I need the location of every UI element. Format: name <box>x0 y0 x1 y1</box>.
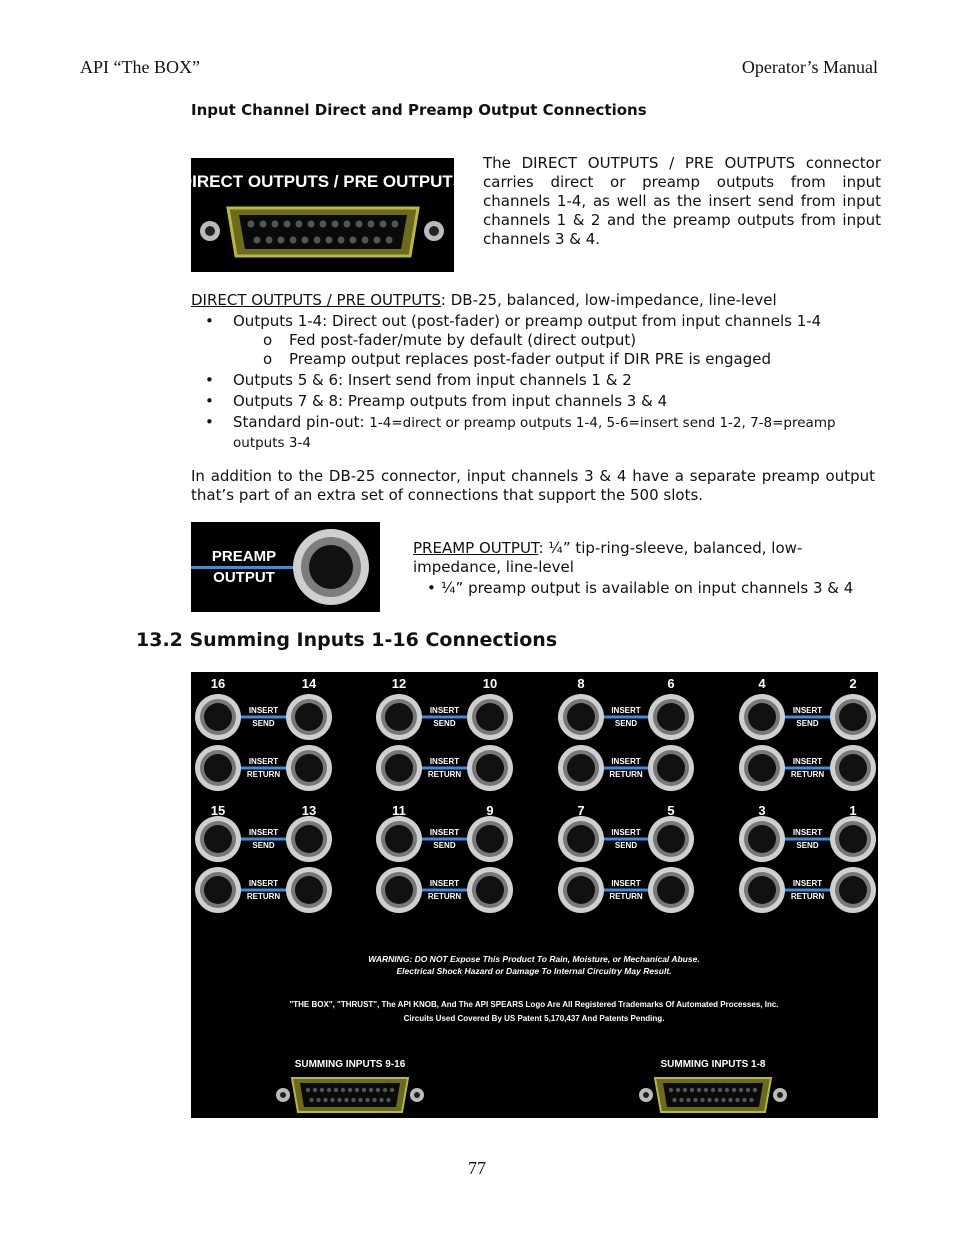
sub-list-item: o Preamp output replaces post-fader output if DIR PRE is engaged <box>191 350 891 369</box>
jack-socket <box>648 745 694 791</box>
channel-number: 9 <box>486 803 494 818</box>
jack-socket <box>376 816 422 862</box>
jack-socket <box>467 694 513 740</box>
jack-socket <box>558 867 604 913</box>
insert-label: SEND <box>796 719 819 728</box>
intro-paragraph: The DIRECT OUTPUTS / PRE OUTPUTS connector carries direct or preamp outputs from input channels 1-4, as well as the insert send from input channels 1 & 2 and the preamp outputs from input channels 3 & 4. <box>483 154 881 248</box>
insert-label: INSERT <box>429 828 460 837</box>
insert-label: RETURN <box>609 770 643 779</box>
insert-label: RETURN <box>427 892 462 901</box>
insert-label: SEND <box>614 719 638 728</box>
insert-label: INSERT <box>611 757 641 766</box>
db25-left-label: SUMMING INPUTS 9-16 <box>294 1059 406 1070</box>
channel-number: 5 <box>667 803 675 818</box>
preamp-panel-line2: OUTPUT <box>213 569 275 586</box>
sub-list-item: o Fed post-fader/mute by default (direct output) <box>191 331 891 350</box>
preamp-spec-name: PREAMP OUTPUT <box>413 539 539 557</box>
insert-label: RETURN <box>609 892 643 901</box>
section-title: 13.2 Summing Inputs 1-16 Connections <box>136 629 558 651</box>
db25-connector-left <box>276 1078 424 1112</box>
preamp-spec-desc: : ¼” tip-ring-sleeve, balanced, low-impedance, line-level <box>413 539 803 576</box>
list-item: • Outputs 1-4: Direct out (post-fader) or preamp output from input channels 1-4 <box>191 312 891 331</box>
channel-number: 12 <box>391 676 407 691</box>
jack-socket <box>195 745 241 791</box>
direct-outputs-panel-image <box>191 158 454 272</box>
channel-number: 7 <box>577 803 585 818</box>
insert-label: SEND <box>614 841 638 850</box>
addition-paragraph: In addition to the DB-25 connector, input channels 3 & 4 have a separate preamp output that’s part of an extra set of connections that support the 500 slots. <box>191 467 875 504</box>
insert-label: RETURN <box>427 770 462 779</box>
jack-socket <box>195 694 241 740</box>
jack-socket <box>558 745 604 791</box>
summing-inputs-panel-image <box>191 672 878 1118</box>
insert-label: INSERT <box>792 706 823 715</box>
jack-socket <box>286 867 332 913</box>
jack-socket <box>558 694 604 740</box>
direct-spec-name: DIRECT OUTPUTS / PRE OUTPUTS <box>191 291 441 309</box>
jack-socket <box>830 694 876 740</box>
channel-number: 13 <box>301 803 317 818</box>
pinout-label: Standard pin-out: <box>233 413 370 431</box>
direct-spec-desc: : DB-25, balanced, low-impedance, line-level <box>440 291 777 309</box>
insert-label: SEND <box>433 719 456 728</box>
jack-socket <box>286 816 332 862</box>
channel-number: 11 <box>392 803 406 818</box>
jack-socket <box>286 745 332 791</box>
jack-socket <box>739 816 785 862</box>
direct-spec-block <box>191 291 891 453</box>
header-right: Operator’s Manual <box>741 57 878 77</box>
insert-label: INSERT <box>792 828 823 837</box>
channel-number: 4 <box>758 676 766 691</box>
jack-socket <box>648 816 694 862</box>
list-item: • Outputs 5 & 6: Insert send from input channels 1 & 2 <box>191 371 891 390</box>
db25-connector-right <box>639 1078 787 1112</box>
jack-socket <box>467 745 513 791</box>
insert-label: INSERT <box>792 879 823 888</box>
channel-number: 14 <box>301 676 317 691</box>
trademark-line-2: Circuits Used Covered By US Patent 5,170,437 And Patents Pending. <box>403 1014 665 1023</box>
channel-number: 2 <box>849 676 857 691</box>
list-item: • ¼” preamp output is available on input channels 3 & 4 <box>413 579 901 598</box>
jack-socket <box>195 867 241 913</box>
insert-label: INSERT <box>248 879 279 888</box>
insert-label: SEND <box>252 841 275 850</box>
channel-number: 16 <box>210 676 226 691</box>
warning-line-1: WARNING: DO NOT Expose This Product To Rain, Moisture, or Mechanical Abuse. <box>368 954 700 964</box>
insert-label: INSERT <box>248 757 279 766</box>
header-left: API “The BOX” <box>80 57 200 77</box>
jack-socket <box>558 816 604 862</box>
insert-label: RETURN <box>790 770 825 779</box>
insert-label: RETURN <box>246 770 281 779</box>
channel-number: 1 <box>849 803 857 818</box>
direct-outputs-panel-label: DIRECT OUTPUTS / PRE OUTPUTS <box>191 172 454 191</box>
preamp-panel-line1: PREAMP <box>211 548 277 565</box>
insert-label: INSERT <box>611 879 641 888</box>
jack-socket <box>376 745 422 791</box>
list-item <box>191 413 883 453</box>
channel-number: 10 <box>482 676 498 691</box>
insert-label: INSERT <box>248 706 279 715</box>
preamp-spec-block <box>413 539 854 598</box>
channel-number: 6 <box>667 676 675 691</box>
insert-label: INSERT <box>792 757 823 766</box>
db25-right-label: SUMMING INPUTS 1-8 <box>660 1059 766 1070</box>
jack-socket <box>195 816 241 862</box>
section-heading: Input Channel Direct and Preamp Output Connections <box>191 101 647 119</box>
insert-label: SEND <box>252 719 275 728</box>
jack-socket <box>376 694 422 740</box>
insert-label: INSERT <box>429 757 460 766</box>
insert-label: SEND <box>433 841 456 850</box>
jack-socket <box>830 816 876 862</box>
channel-number: 8 <box>577 676 585 691</box>
jack-socket <box>286 694 332 740</box>
insert-label: INSERT <box>611 828 641 837</box>
channel-number: 15 <box>210 803 226 818</box>
jack-socket <box>648 694 694 740</box>
jack-socket <box>467 816 513 862</box>
warning-line-2: Electrical Shock Hazard or Damage To Internal Circuitry May Result. <box>396 966 672 976</box>
insert-label: INSERT <box>611 706 641 715</box>
channel-number: 3 <box>758 803 766 818</box>
page-number: 77 <box>468 1158 486 1178</box>
trademark-line-1: "THE BOX", "THRUST", The API KNOB, And The API SPEARS Logo Are All Registered Trademarks Of Automated Processes, Inc. <box>289 1000 779 1009</box>
jack-socket <box>739 867 785 913</box>
insert-label: INSERT <box>248 828 279 837</box>
jack-socket <box>739 745 785 791</box>
pinout-detail: 1-4=direct or preamp outputs 1-4, 5-6=insert send 1-2, 7-8=preamp outputs 3-4 <box>233 415 836 451</box>
insert-label: RETURN <box>790 892 825 901</box>
insert-label: RETURN <box>246 892 281 901</box>
jack-socket <box>376 867 422 913</box>
jack-socket <box>467 867 513 913</box>
preamp-output-panel-image <box>191 522 380 612</box>
insert-label: SEND <box>796 841 819 850</box>
jack-socket <box>739 694 785 740</box>
jack-socket <box>830 867 876 913</box>
insert-label: INSERT <box>429 706 460 715</box>
jack-socket <box>648 867 694 913</box>
jack-socket <box>830 745 876 791</box>
insert-label: INSERT <box>429 879 460 888</box>
list-item: • Outputs 7 & 8: Preamp outputs from input channels 3 & 4 <box>191 392 891 411</box>
